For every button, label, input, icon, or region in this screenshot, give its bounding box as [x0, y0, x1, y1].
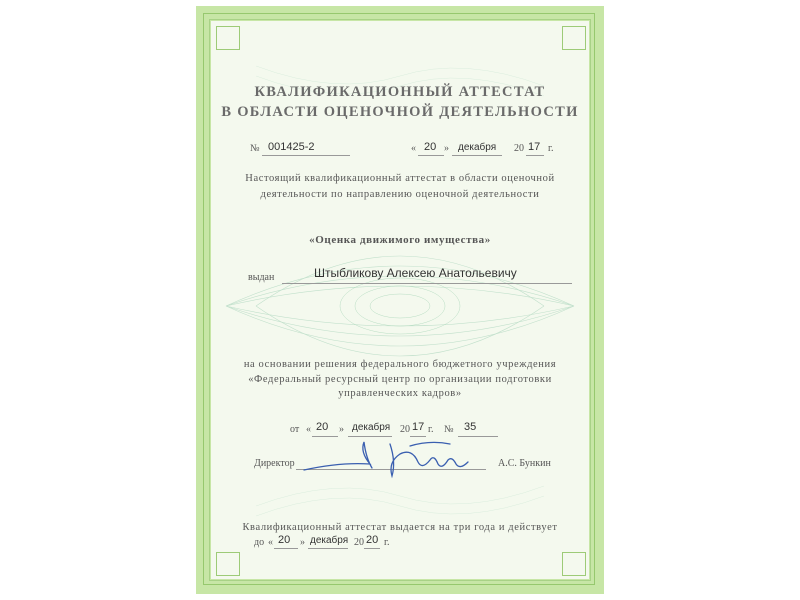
- decision-month: декабря: [352, 422, 391, 433]
- issue-day: 20: [424, 141, 437, 153]
- basis-line-3: управленческих кадров»: [338, 388, 462, 399]
- open-quote: «: [411, 143, 416, 154]
- validity-line-1: Квалификационный аттестат выдается на три года и действует: [242, 522, 558, 533]
- director-label: Директор: [254, 458, 295, 469]
- direction: «Оценка движимого имущества»: [309, 234, 491, 246]
- year-mark: г.: [548, 143, 554, 154]
- validity-day: 20: [278, 534, 291, 546]
- basis-line-1: на основании решения федерального бюджетного учреждения: [243, 359, 557, 370]
- basis-line-2: «Федеральный ресурсный центр по организации подготовки: [248, 374, 552, 385]
- director-name: А.С. Бункин: [498, 458, 551, 469]
- director-signature: [300, 432, 500, 480]
- validity-close-quote: »: [300, 537, 305, 548]
- title-line-2: В ОБЛАСТИ ОЦЕНОЧНОЙ ДЕЯТЕЛЬНОСТИ: [221, 104, 579, 120]
- validity-until: до: [254, 537, 265, 548]
- holder-name: Штыбликову Алексею Анатольевичу: [314, 266, 517, 280]
- number-prefix: №: [250, 143, 260, 154]
- decision-day: 20: [316, 421, 329, 433]
- certificate: [196, 6, 604, 594]
- issue-month: декабря: [458, 142, 497, 153]
- decision-from: от: [290, 424, 300, 435]
- intro-line-2: деятельности по направлению оценочной деятельности: [260, 189, 540, 200]
- decision-number-prefix: №: [444, 424, 454, 435]
- validity-month: декабря: [310, 535, 349, 546]
- year-prefix: 20: [514, 143, 524, 154]
- validity-year: 20: [366, 534, 379, 546]
- issued-label: выдан: [248, 272, 275, 283]
- decision-open-quote: «: [306, 424, 311, 435]
- decision-year-mark: г.: [428, 424, 434, 435]
- intro-line-1: Настоящий квалификационный аттестат в области оценочной: [245, 173, 555, 184]
- certificate-number: 001425-2: [268, 141, 315, 153]
- decision-year: 17: [412, 421, 425, 433]
- decision-close-quote: »: [339, 424, 344, 435]
- validity-open-quote: «: [268, 537, 273, 548]
- decision-year-prefix: 20: [400, 424, 410, 435]
- close-quote: »: [444, 143, 449, 154]
- issue-year: 17: [528, 141, 541, 153]
- decision-number: 35: [464, 421, 477, 433]
- validity-year-mark: г.: [384, 537, 390, 548]
- validity-year-prefix: 20: [354, 537, 364, 548]
- title-line-1: КВАЛИФИКАЦИОННЫЙ АТТЕСТАТ: [254, 84, 546, 100]
